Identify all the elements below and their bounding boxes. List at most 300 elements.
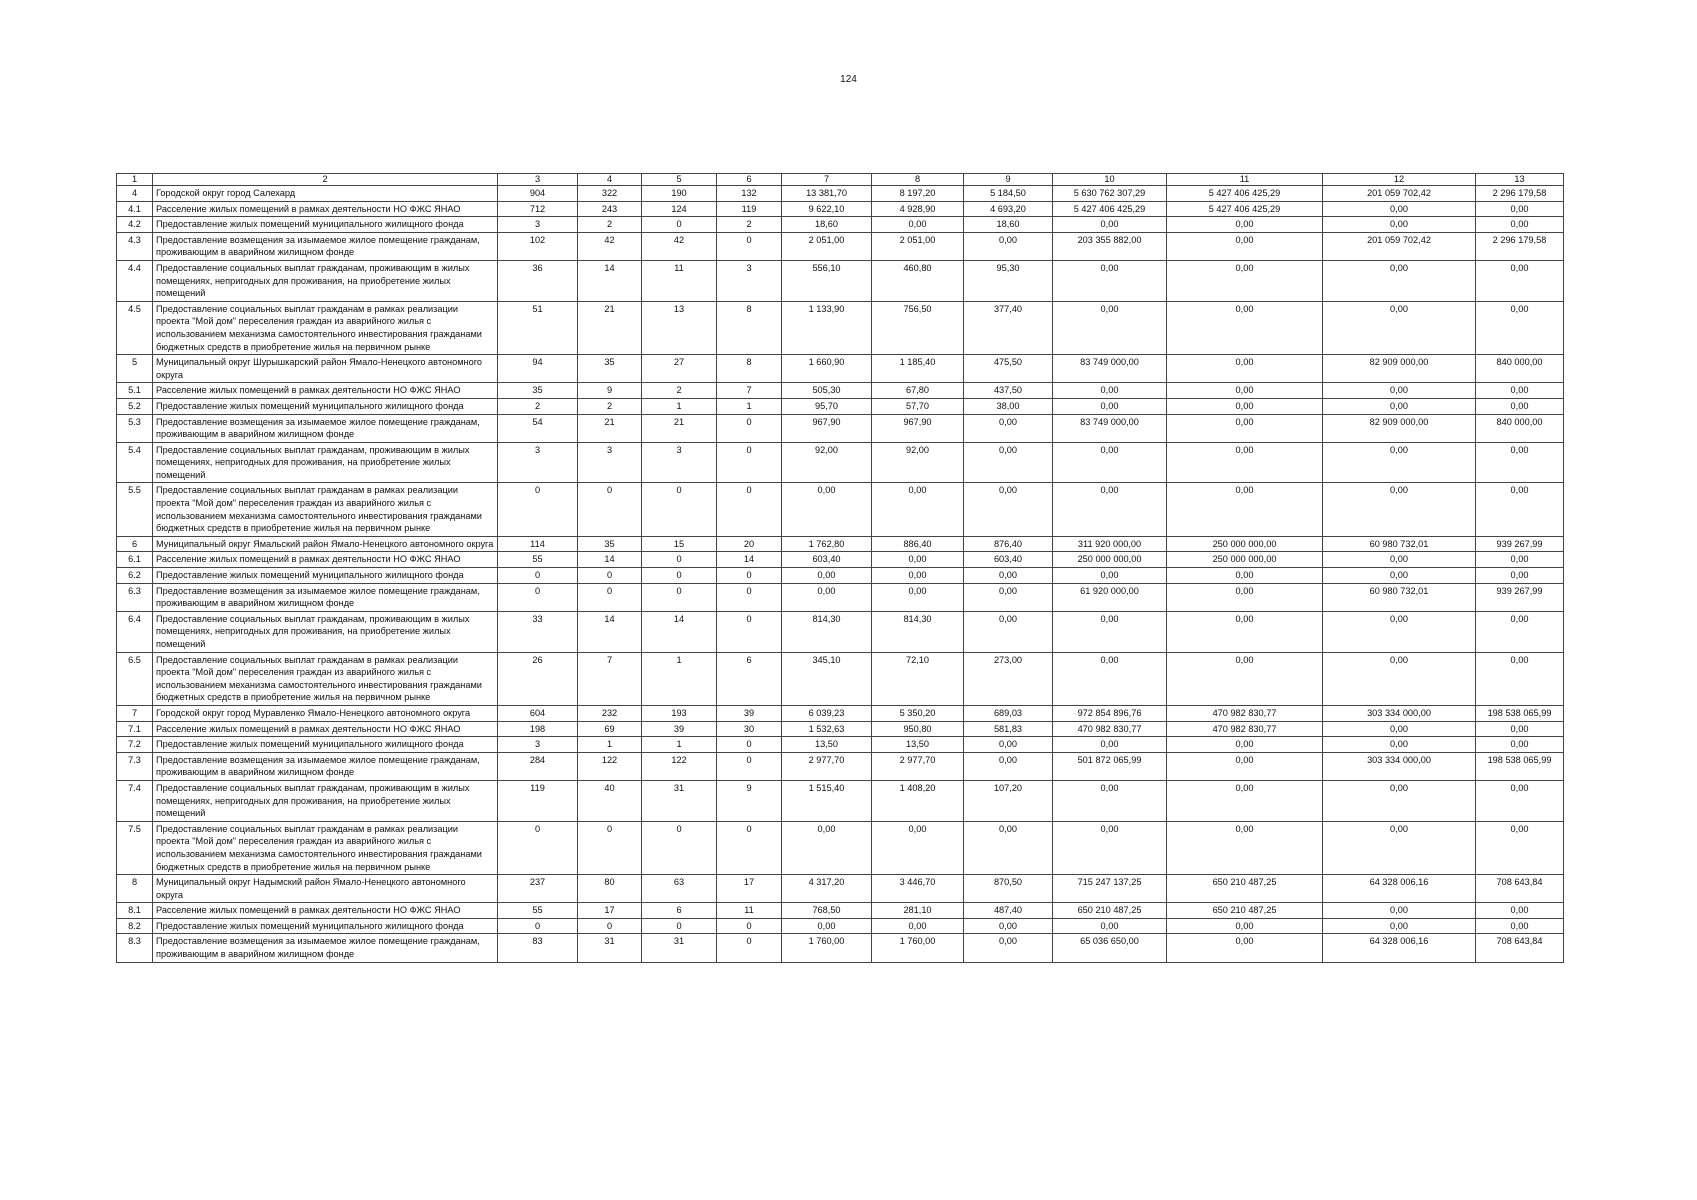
- value-cell: 0,00: [782, 583, 872, 611]
- row-name-cell: Муниципальный округ Ямальский район Ямало-Ненецкого автономного округа: [153, 536, 498, 552]
- value-cell: 65 036 650,00: [1053, 934, 1167, 962]
- value-cell: 0,00: [964, 752, 1053, 780]
- column-header-4: 4: [578, 174, 642, 186]
- value-cell: 26: [498, 652, 578, 705]
- row-index-cell: 4.1: [117, 201, 153, 217]
- value-cell: 972 854 896,76: [1053, 705, 1167, 721]
- value-cell: 3: [578, 442, 642, 483]
- value-cell: 0: [717, 934, 782, 962]
- value-cell: 0,00: [1476, 552, 1564, 568]
- value-cell: 55: [498, 552, 578, 568]
- row-name-cell: Предоставление жилых помещений муниципального жилищного фонда: [153, 398, 498, 414]
- value-cell: 0,00: [1476, 737, 1564, 753]
- row-name-cell: Предоставление социальных выплат гражданам в рамках реализации проекта "Мой дом" переселения граждан из аварийного жилья с использованием механизма самостоятельного инвестирования гражданами бюджетных средств в приобретение жилья на первичном рынке: [153, 652, 498, 705]
- table-row-group: [117, 536, 1564, 552]
- value-cell: 0: [717, 568, 782, 584]
- value-cell: 273,00: [964, 652, 1053, 705]
- value-cell: 0,00: [1167, 217, 1323, 233]
- value-cell: 14: [717, 552, 782, 568]
- table-row-group: [117, 875, 1564, 903]
- value-cell: 61 920 000,00: [1053, 583, 1167, 611]
- value-cell: 3: [642, 442, 717, 483]
- value-cell: 603,40: [782, 552, 872, 568]
- value-cell: 377,40: [964, 301, 1053, 354]
- value-cell: 35: [498, 383, 578, 399]
- table-row: [117, 721, 1564, 737]
- value-cell: 904: [498, 186, 578, 202]
- value-cell: 2: [498, 398, 578, 414]
- value-cell: 11: [642, 260, 717, 301]
- value-cell: 0: [642, 583, 717, 611]
- row-index-cell: 6.5: [117, 652, 153, 705]
- row-index-cell: 7.4: [117, 780, 153, 821]
- value-cell: 0,00: [1323, 821, 1476, 874]
- table-row: [117, 217, 1564, 233]
- value-cell: 303 334 000,00: [1323, 705, 1476, 721]
- row-name-cell: Предоставление возмещения за изымаемое жилое помещение гражданам, проживающим в аварийном жилищном фонде: [153, 232, 498, 260]
- value-cell: 0,00: [1323, 442, 1476, 483]
- value-cell: 0,00: [1476, 201, 1564, 217]
- value-cell: 0,00: [1053, 260, 1167, 301]
- column-header-8: 8: [872, 174, 964, 186]
- value-cell: 54: [498, 414, 578, 442]
- value-cell: 39: [717, 705, 782, 721]
- table-row: [117, 232, 1564, 260]
- value-cell: 0: [717, 737, 782, 753]
- value-cell: 0,00: [1053, 568, 1167, 584]
- value-cell: 5 630 762 307,29: [1053, 186, 1167, 202]
- value-cell: 8: [717, 301, 782, 354]
- value-cell: 1: [642, 398, 717, 414]
- table-row: [117, 652, 1564, 705]
- value-cell: 870,50: [964, 875, 1053, 903]
- value-cell: 1: [578, 737, 642, 753]
- value-cell: 11: [717, 903, 782, 919]
- column-header-11: 11: [1167, 174, 1323, 186]
- value-cell: 0,00: [872, 918, 964, 934]
- value-cell: 27: [642, 355, 717, 383]
- value-cell: 0: [578, 918, 642, 934]
- value-cell: 1 515,40: [782, 780, 872, 821]
- value-cell: 0,00: [964, 442, 1053, 483]
- value-cell: 0,00: [782, 918, 872, 934]
- value-cell: 35: [578, 355, 642, 383]
- value-cell: 42: [578, 232, 642, 260]
- value-cell: 2: [578, 398, 642, 414]
- value-cell: 0,00: [1053, 383, 1167, 399]
- value-cell: 119: [498, 780, 578, 821]
- value-cell: 31: [642, 780, 717, 821]
- value-cell: 0: [717, 442, 782, 483]
- value-cell: 5 427 406 425,29: [1167, 201, 1323, 217]
- value-cell: 64 328 006,16: [1323, 875, 1476, 903]
- table-row: [117, 414, 1564, 442]
- row-name-cell: Расселение жилых помещений в рамках деятельности НО ФЖС ЯНАО: [153, 552, 498, 568]
- value-cell: 0,00: [1323, 552, 1476, 568]
- row-index-cell: 4.2: [117, 217, 153, 233]
- value-cell: 0,00: [782, 483, 872, 536]
- value-cell: 2 051,00: [782, 232, 872, 260]
- value-cell: 83: [498, 934, 578, 962]
- value-cell: 114: [498, 536, 578, 552]
- value-cell: 437,50: [964, 383, 1053, 399]
- value-cell: 95,70: [782, 398, 872, 414]
- value-cell: 124: [642, 201, 717, 217]
- value-cell: 3: [498, 737, 578, 753]
- value-cell: 322: [578, 186, 642, 202]
- value-cell: 122: [642, 752, 717, 780]
- value-cell: 0: [717, 232, 782, 260]
- table-row: [117, 752, 1564, 780]
- table-row: [117, 552, 1564, 568]
- value-cell: 0,00: [1053, 442, 1167, 483]
- value-cell: 18,60: [964, 217, 1053, 233]
- value-cell: 232: [578, 705, 642, 721]
- value-cell: 1 532,63: [782, 721, 872, 737]
- row-name-cell: Муниципальный округ Надымский район Ямало-Ненецкого автономного округа: [153, 875, 498, 903]
- value-cell: 107,20: [964, 780, 1053, 821]
- value-cell: 0: [717, 821, 782, 874]
- row-index-cell: 4.3: [117, 232, 153, 260]
- value-cell: 201 059 702,42: [1323, 186, 1476, 202]
- value-cell: 102: [498, 232, 578, 260]
- row-name-cell: Предоставление жилых помещений муниципального жилищного фонда: [153, 217, 498, 233]
- value-cell: 13: [642, 301, 717, 354]
- value-cell: 0,00: [1476, 260, 1564, 301]
- value-cell: 505,30: [782, 383, 872, 399]
- row-index-cell: 8.2: [117, 918, 153, 934]
- value-cell: 60 980 732,01: [1323, 583, 1476, 611]
- value-cell: 0: [642, 918, 717, 934]
- table-body: [117, 186, 1564, 963]
- value-cell: 0,00: [1167, 737, 1323, 753]
- value-cell: 0,00: [1167, 611, 1323, 652]
- value-cell: 650 210 487,25: [1167, 875, 1323, 903]
- table-row: [117, 780, 1564, 821]
- value-cell: 0: [642, 217, 717, 233]
- value-cell: 14: [578, 611, 642, 652]
- value-cell: 0,00: [1476, 918, 1564, 934]
- column-header-3: 3: [498, 174, 578, 186]
- value-cell: 13,50: [872, 737, 964, 753]
- value-cell: 0,00: [1476, 301, 1564, 354]
- value-cell: 243: [578, 201, 642, 217]
- column-header-2: 2: [153, 174, 498, 186]
- row-index-cell: 6.4: [117, 611, 153, 652]
- value-cell: 5 427 406 425,29: [1167, 186, 1323, 202]
- value-cell: 0,00: [1053, 483, 1167, 536]
- row-index-cell: 6.3: [117, 583, 153, 611]
- value-cell: 7: [717, 383, 782, 399]
- value-cell: 0,00: [1167, 383, 1323, 399]
- value-cell: 55: [498, 903, 578, 919]
- value-cell: 2 296 179,58: [1476, 186, 1564, 202]
- value-cell: 581,83: [964, 721, 1053, 737]
- value-cell: 8: [717, 355, 782, 383]
- value-cell: 0,00: [1053, 780, 1167, 821]
- value-cell: 0,00: [1167, 355, 1323, 383]
- row-name-cell: Расселение жилых помещений в рамках деятельности НО ФЖС ЯНАО: [153, 383, 498, 399]
- value-cell: 0,00: [782, 821, 872, 874]
- value-cell: 0,00: [964, 934, 1053, 962]
- value-cell: 0,00: [1476, 398, 1564, 414]
- table-row: [117, 934, 1564, 962]
- row-index-cell: 4.5: [117, 301, 153, 354]
- value-cell: 0,00: [964, 821, 1053, 874]
- value-cell: 840 000,00: [1476, 414, 1564, 442]
- value-cell: 92,00: [872, 442, 964, 483]
- row-name-cell: Предоставление социальных выплат гражданам в рамках реализации проекта "Мой дом" переселения граждан из аварийного жилья с использованием механизма самостоятельного инвестирования гражданами бюджетных средств в приобретение жилья на первичном рынке: [153, 483, 498, 536]
- value-cell: 345,10: [782, 652, 872, 705]
- value-cell: 0,00: [1323, 721, 1476, 737]
- value-cell: 0: [717, 483, 782, 536]
- value-cell: 0,00: [872, 821, 964, 874]
- value-cell: 9 622,10: [782, 201, 872, 217]
- value-cell: 198 538 065,99: [1476, 752, 1564, 780]
- row-index-cell: 7: [117, 705, 153, 721]
- value-cell: 1 760,00: [782, 934, 872, 962]
- value-cell: 650 210 487,25: [1053, 903, 1167, 919]
- table-row: [117, 301, 1564, 354]
- value-cell: 876,40: [964, 536, 1053, 552]
- value-cell: 0,00: [1167, 568, 1323, 584]
- value-cell: 3: [717, 260, 782, 301]
- value-cell: 0,00: [1167, 232, 1323, 260]
- value-cell: 38,00: [964, 398, 1053, 414]
- value-cell: 17: [717, 875, 782, 903]
- row-name-cell: Предоставление возмещения за изымаемое жилое помещение гражданам, проживающим в аварийном жилищном фонде: [153, 583, 498, 611]
- value-cell: 0,00: [872, 568, 964, 584]
- value-cell: 0,00: [1053, 737, 1167, 753]
- value-cell: 604: [498, 705, 578, 721]
- resettlement-table-container: [116, 173, 1563, 963]
- value-cell: 0,00: [964, 568, 1053, 584]
- value-cell: 0,00: [872, 217, 964, 233]
- value-cell: 689,03: [964, 705, 1053, 721]
- table-row: [117, 583, 1564, 611]
- value-cell: 9: [717, 780, 782, 821]
- value-cell: 40: [578, 780, 642, 821]
- row-index-cell: 5.1: [117, 383, 153, 399]
- value-cell: 13 381,70: [782, 186, 872, 202]
- row-index-cell: 7.3: [117, 752, 153, 780]
- value-cell: 80: [578, 875, 642, 903]
- column-header-13: 13: [1476, 174, 1564, 186]
- value-cell: 21: [578, 414, 642, 442]
- value-cell: 0,00: [1323, 383, 1476, 399]
- value-cell: 3 446,70: [872, 875, 964, 903]
- value-cell: 0,00: [1167, 934, 1323, 962]
- value-cell: 3: [498, 217, 578, 233]
- row-name-cell: Расселение жилых помещений в рамках деятельности НО ФЖС ЯНАО: [153, 903, 498, 919]
- value-cell: 0: [717, 918, 782, 934]
- value-cell: 967,90: [782, 414, 872, 442]
- value-cell: 198 538 065,99: [1476, 705, 1564, 721]
- row-index-cell: 4: [117, 186, 153, 202]
- value-cell: 0,00: [1167, 652, 1323, 705]
- value-cell: 950,80: [872, 721, 964, 737]
- value-cell: 0,00: [1323, 611, 1476, 652]
- value-cell: 0,00: [1323, 903, 1476, 919]
- value-cell: 768,50: [782, 903, 872, 919]
- value-cell: 193: [642, 705, 717, 721]
- row-index-cell: 5.2: [117, 398, 153, 414]
- value-cell: 0: [642, 568, 717, 584]
- value-cell: 1: [717, 398, 782, 414]
- row-index-cell: 8.3: [117, 934, 153, 962]
- value-cell: 0,00: [964, 918, 1053, 934]
- value-cell: 0: [578, 821, 642, 874]
- value-cell: 1: [642, 652, 717, 705]
- value-cell: 814,30: [782, 611, 872, 652]
- value-cell: 122: [578, 752, 642, 780]
- value-cell: 198: [498, 721, 578, 737]
- value-cell: 0,00: [1323, 780, 1476, 821]
- value-cell: 2: [717, 217, 782, 233]
- value-cell: 0,00: [964, 483, 1053, 536]
- row-index-cell: 6.1: [117, 552, 153, 568]
- value-cell: 35: [578, 536, 642, 552]
- value-cell: 311 920 000,00: [1053, 536, 1167, 552]
- table-row: [117, 260, 1564, 301]
- value-cell: 0,00: [964, 611, 1053, 652]
- value-cell: 63: [642, 875, 717, 903]
- row-name-cell: Городской округ город Салехард: [153, 186, 498, 202]
- table-row: [117, 903, 1564, 919]
- value-cell: 201 059 702,42: [1323, 232, 1476, 260]
- table-row: [117, 918, 1564, 934]
- value-cell: 39: [642, 721, 717, 737]
- value-cell: 0,00: [1053, 821, 1167, 874]
- value-cell: 470 982 830,77: [1053, 721, 1167, 737]
- value-cell: 92,00: [782, 442, 872, 483]
- row-index-cell: 5: [117, 355, 153, 383]
- value-cell: 0,00: [1476, 383, 1564, 399]
- value-cell: 0,00: [964, 414, 1053, 442]
- column-header-9: 9: [964, 174, 1053, 186]
- row-index-cell: 5.4: [117, 442, 153, 483]
- value-cell: 0: [717, 414, 782, 442]
- value-cell: 3: [498, 442, 578, 483]
- value-cell: 237: [498, 875, 578, 903]
- value-cell: 72,10: [872, 652, 964, 705]
- value-cell: 21: [642, 414, 717, 442]
- value-cell: 0,00: [1167, 398, 1323, 414]
- value-cell: 42: [642, 232, 717, 260]
- row-name-cell: Городской округ город Муравленко Ямало-Ненецкого автономного округа: [153, 705, 498, 721]
- value-cell: 0,00: [872, 552, 964, 568]
- value-cell: 0,00: [1167, 918, 1323, 934]
- value-cell: 0,00: [1053, 217, 1167, 233]
- value-cell: 603,40: [964, 552, 1053, 568]
- value-cell: 0,00: [1323, 737, 1476, 753]
- value-cell: 2 977,70: [872, 752, 964, 780]
- value-cell: 0: [498, 583, 578, 611]
- value-cell: 967,90: [872, 414, 964, 442]
- value-cell: 4 317,20: [782, 875, 872, 903]
- header-row: [117, 174, 1564, 186]
- value-cell: 0: [578, 483, 642, 536]
- value-cell: 64 328 006,16: [1323, 934, 1476, 962]
- value-cell: 0,00: [1323, 301, 1476, 354]
- value-cell: 0,00: [1053, 398, 1167, 414]
- value-cell: 2 296 179,58: [1476, 232, 1564, 260]
- value-cell: 250 000 000,00: [1167, 552, 1323, 568]
- value-cell: 0: [498, 821, 578, 874]
- value-cell: 95,30: [964, 260, 1053, 301]
- value-cell: 0,00: [1476, 217, 1564, 233]
- table-row: [117, 383, 1564, 399]
- value-cell: 60 980 732,01: [1323, 536, 1476, 552]
- row-name-cell: Предоставление жилых помещений муниципального жилищного фонда: [153, 737, 498, 753]
- value-cell: 1 133,90: [782, 301, 872, 354]
- value-cell: 190: [642, 186, 717, 202]
- row-name-cell: Предоставление жилых помещений муниципального жилищного фонда: [153, 568, 498, 584]
- value-cell: 57,70: [872, 398, 964, 414]
- value-cell: 30: [717, 721, 782, 737]
- value-cell: 0: [717, 752, 782, 780]
- value-cell: 0,00: [1167, 442, 1323, 483]
- row-index-cell: 6: [117, 536, 153, 552]
- table-row: [117, 201, 1564, 217]
- table-row: [117, 442, 1564, 483]
- value-cell: 5 427 406 425,29: [1053, 201, 1167, 217]
- value-cell: 556,10: [782, 260, 872, 301]
- value-cell: 814,30: [872, 611, 964, 652]
- value-cell: 470 982 830,77: [1167, 721, 1323, 737]
- value-cell: 0: [498, 918, 578, 934]
- value-cell: 18,60: [782, 217, 872, 233]
- value-cell: 0: [498, 483, 578, 536]
- value-cell: 15: [642, 536, 717, 552]
- value-cell: 0: [578, 583, 642, 611]
- value-cell: 0,00: [1323, 201, 1476, 217]
- value-cell: 1: [642, 737, 717, 753]
- value-cell: 0: [717, 583, 782, 611]
- value-cell: 0,00: [1167, 260, 1323, 301]
- table-row: [117, 821, 1564, 874]
- value-cell: 8 197,20: [872, 186, 964, 202]
- row-index-cell: 7.2: [117, 737, 153, 753]
- row-index-cell: 8: [117, 875, 153, 903]
- value-cell: 31: [578, 934, 642, 962]
- value-cell: 4 693,20: [964, 201, 1053, 217]
- value-cell: 0,00: [1476, 821, 1564, 874]
- value-cell: 939 267,99: [1476, 536, 1564, 552]
- value-cell: 17: [578, 903, 642, 919]
- value-cell: 6: [642, 903, 717, 919]
- value-cell: 82 909 000,00: [1323, 414, 1476, 442]
- table-row-group: [117, 186, 1564, 202]
- value-cell: 650 210 487,25: [1167, 903, 1323, 919]
- value-cell: 886,40: [872, 536, 964, 552]
- table-row-group: [117, 705, 1564, 721]
- value-cell: 20: [717, 536, 782, 552]
- value-cell: 0,00: [1323, 652, 1476, 705]
- value-cell: 250 000 000,00: [1053, 552, 1167, 568]
- value-cell: 0: [717, 611, 782, 652]
- value-cell: 460,80: [872, 260, 964, 301]
- value-cell: 715 247 137,25: [1053, 875, 1167, 903]
- value-cell: 756,50: [872, 301, 964, 354]
- value-cell: 0,00: [872, 583, 964, 611]
- value-cell: 14: [578, 260, 642, 301]
- value-cell: 0,00: [1167, 752, 1323, 780]
- value-cell: 5 350,20: [872, 705, 964, 721]
- table-row: [117, 611, 1564, 652]
- row-index-cell: 7.5: [117, 821, 153, 874]
- value-cell: 708 643,84: [1476, 934, 1564, 962]
